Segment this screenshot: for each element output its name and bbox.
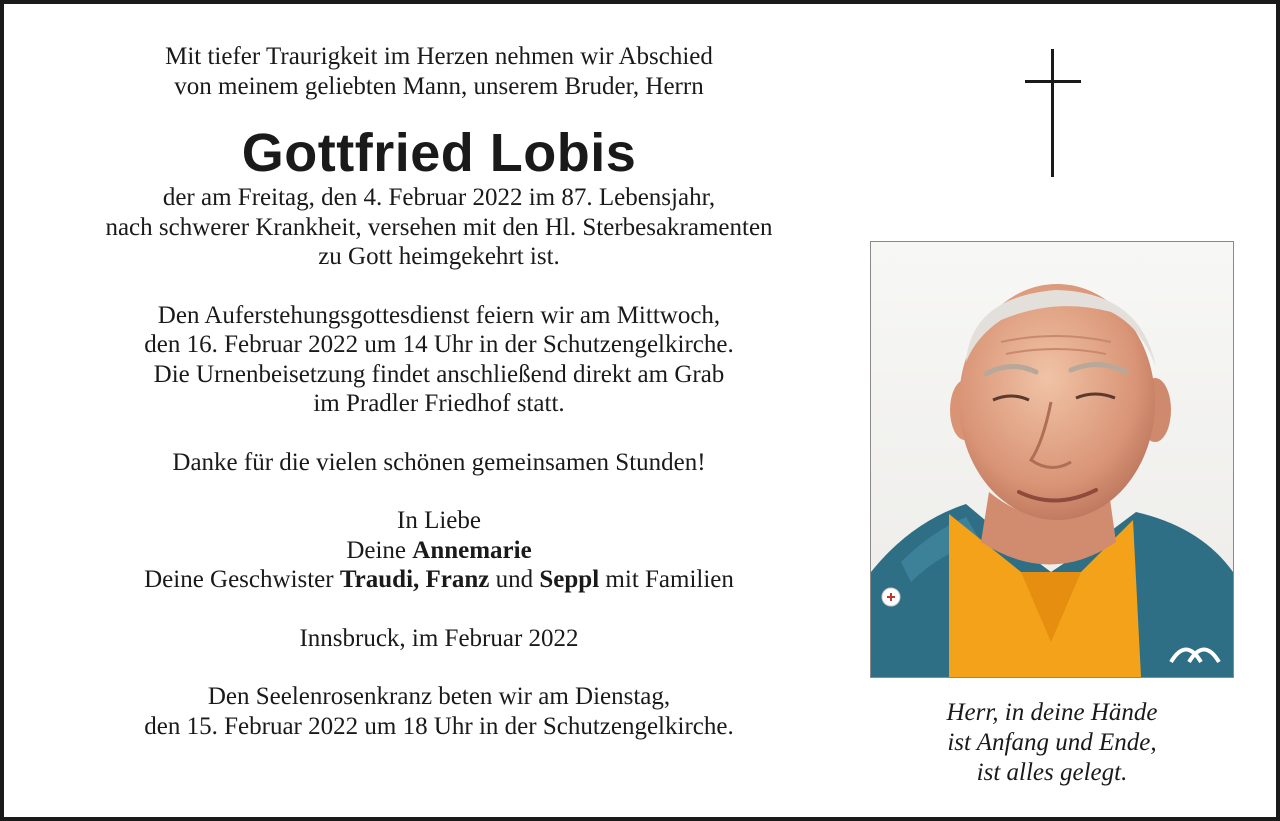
death-notice <box>34 183 844 272</box>
wife-prefix: Deine <box>346 536 413 564</box>
signature-block <box>34 506 844 595</box>
service-line: Die Urnenbeisetzung findet anschließend direkt am Grab <box>153 360 725 388</box>
siblings-last: Seppl <box>539 566 600 593</box>
death-notice-line: der am Freitag, den 4. Februar 2022 im 87. Lebensjahr, <box>162 184 716 211</box>
cross-vertical-bar <box>1051 49 1054 177</box>
announcement-column <box>34 42 844 741</box>
cross-horizontal-bar <box>1025 80 1081 83</box>
signature-siblings <box>34 565 844 595</box>
service-line: im Pradler Friedhof statt. <box>313 390 565 417</box>
service-line: den 16. Februar 2022 um 14 Uhr in der Schutzengelkirche. <box>144 331 734 358</box>
rosary-line: den 15. Februar 2022 um 18 Uhr in der Schutzengelkirche. <box>144 712 734 740</box>
rosary-line: Den Seelenrosenkranz beten wir am Dienstag, <box>207 683 671 710</box>
siblings-prefix: Deine Geschwister <box>144 566 340 593</box>
wife-name: Annemarie <box>412 536 532 564</box>
verse-line: ist Anfang und Ende, <box>947 729 1157 756</box>
signature-wife <box>34 536 844 566</box>
portrait-photo <box>870 241 1234 678</box>
siblings-suffix: mit Familien <box>599 566 734 593</box>
thanks-line: Danke für die vielen schönen gemeinsamen Stunden! <box>172 448 706 476</box>
death-notice-line: nach schwerer Krankheit, versehen mit den Hl. Sterbesakramenten <box>105 213 773 241</box>
intro-text <box>34 42 844 101</box>
death-notice-line: zu Gott heimgekehrt ist. <box>318 243 560 270</box>
deceased-name: Gottfried Lobis <box>241 123 637 183</box>
verse-line: ist alles gelegt. <box>976 759 1128 786</box>
intro-line: Mit tiefer Traurigkeit im Herzen nehmen wir Abschied <box>165 43 713 70</box>
siblings-names: Traudi, Franz <box>339 566 490 593</box>
intro-line: von meinem geliebten Mann, unserem Bruder, Herrn <box>174 72 704 100</box>
service-info <box>34 301 844 419</box>
cross-icon <box>1025 49 1081 177</box>
signature-greeting: In Liebe <box>397 507 481 534</box>
portrait-illustration <box>871 242 1233 677</box>
place-date: Innsbruck, im Februar 2022 <box>299 624 579 652</box>
siblings-and: und <box>489 566 540 593</box>
rosary-info <box>34 682 844 741</box>
bible-verse <box>870 698 1234 788</box>
service-line: Den Auferstehungsgottesdienst feiern wir am Mittwoch, <box>157 301 721 329</box>
verse-line: Herr, in deine Hände <box>946 699 1158 726</box>
